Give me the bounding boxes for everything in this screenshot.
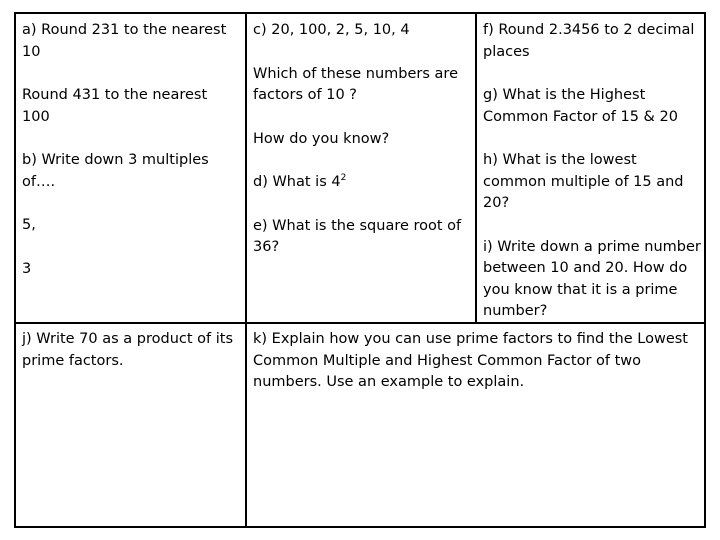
cell-question-j <box>22 329 240 372</box>
question-d <box>253 172 471 194</box>
question-g: g) What is the Highest Common Factor of 15 & 20 <box>483 87 678 125</box>
cell-questions-f-to-i <box>483 20 701 323</box>
question-c-factors: Which of these numbers are factors of 10 ? <box>253 65 458 103</box>
question-c: c) 20, 100, 2, 5, 10, 4 <box>253 22 410 38</box>
question-a-part2: Round 431 to the nearest 100 <box>22 87 208 125</box>
question-c-how-know: How do you know? <box>253 130 390 147</box>
question-h: h) What is the lowest common multiple of 15 and 20? <box>483 152 684 211</box>
question-j: j) Write 70 as a product of its prime factors. <box>22 331 234 369</box>
cell-questions-c-d-e <box>253 20 471 259</box>
question-f: f) Round 2.3456 to 2 decimal places <box>483 22 695 60</box>
column-divider-2 <box>475 14 477 324</box>
question-b-value-3: 3 <box>22 260 32 277</box>
column-divider-1 <box>245 14 247 528</box>
question-d-text: d) What is 4 <box>253 174 341 190</box>
question-a-part1: a) Round 231 to the nearest 10 <box>22 22 227 60</box>
question-e: e) What is the square root of 36? <box>253 217 462 255</box>
question-d-exponent: 2 <box>340 173 347 183</box>
question-i: i) Write down a prime number between 10 and 20. How do you know that it is a prime number? <box>483 238 701 319</box>
question-b-value-5: 5, <box>22 217 36 233</box>
question-b: b) Write down 3 multiples of…. <box>22 152 209 190</box>
worksheet-table <box>14 12 706 528</box>
question-k: k) Explain how you can use prime factors to find the Lowest Common Multiple and Highest Common Factor of two numbers. Use an example to explain. <box>253 331 688 390</box>
cell-question-k <box>253 329 699 394</box>
cell-questions-a-b <box>22 20 236 280</box>
